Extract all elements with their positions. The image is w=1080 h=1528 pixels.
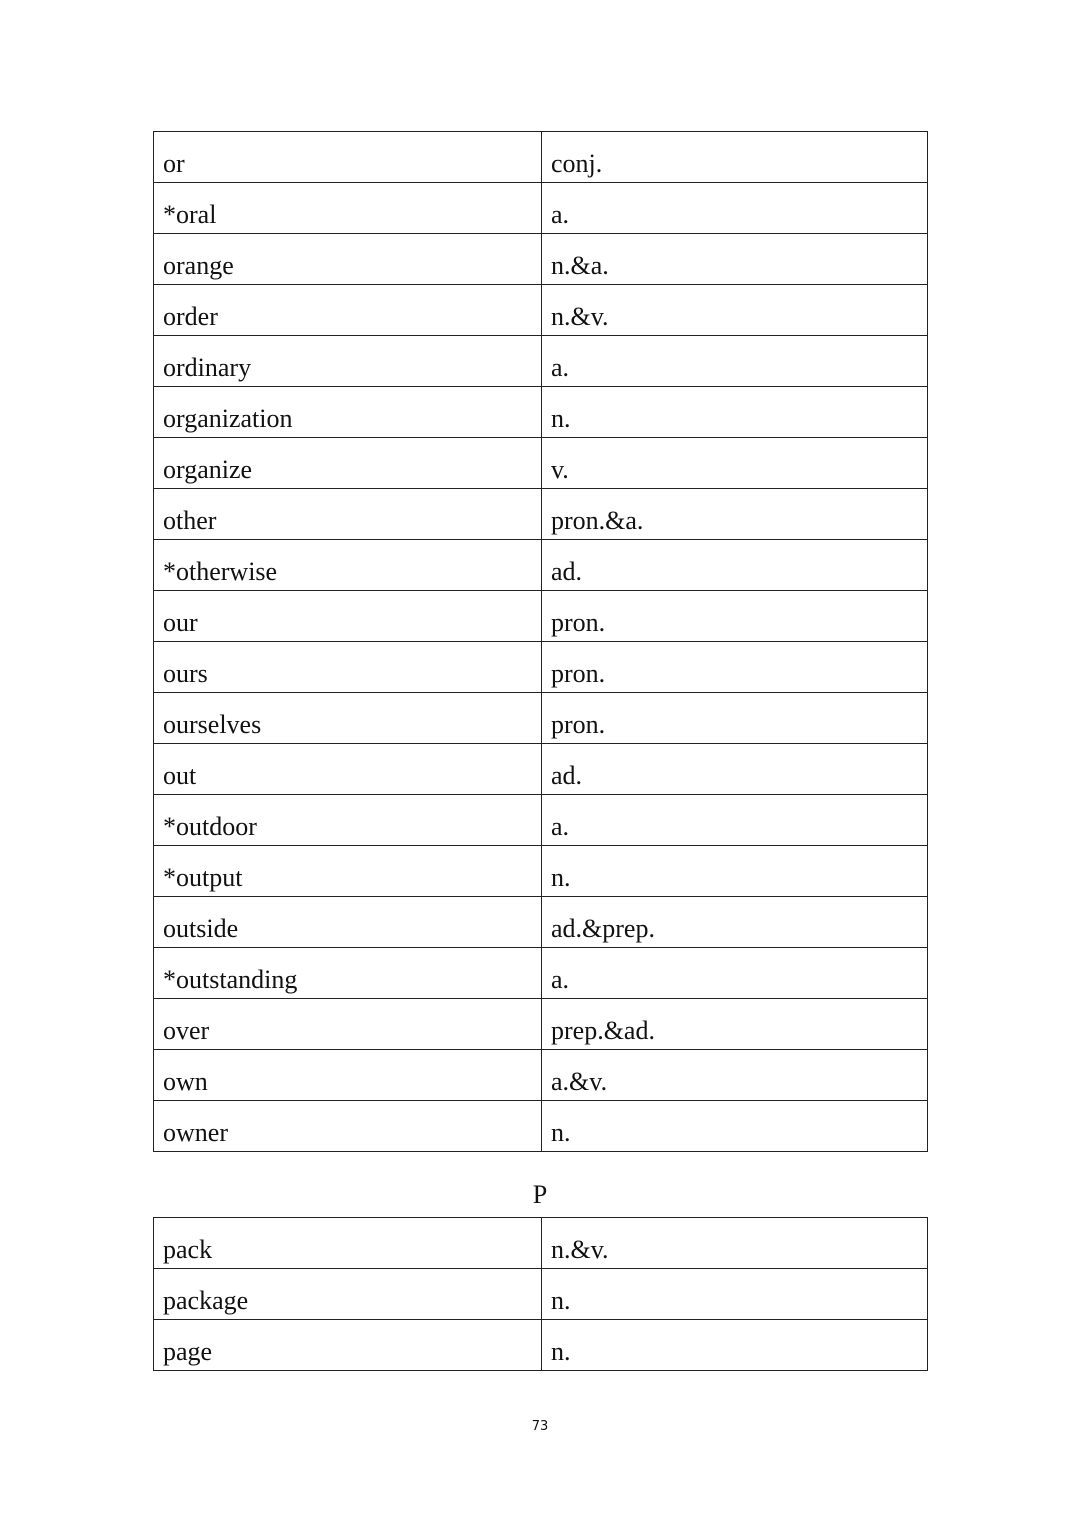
part-of-speech-cell: n.: [542, 846, 928, 897]
word-cell: page: [154, 1320, 542, 1371]
table-row: [154, 1320, 928, 1371]
table-row: [154, 438, 928, 489]
table-row: [154, 489, 928, 540]
word-cell: orange: [154, 234, 542, 285]
table-row: [154, 948, 928, 999]
word-cell: own: [154, 1050, 542, 1101]
table-row: [154, 540, 928, 591]
part-of-speech-cell: n.&v.: [542, 285, 928, 336]
part-of-speech-cell: pron.: [542, 642, 928, 693]
table-row: [154, 642, 928, 693]
table-row: [154, 1269, 928, 1320]
table-row: [154, 1050, 928, 1101]
word-cell: or: [154, 132, 542, 183]
part-of-speech-cell: a.&v.: [542, 1050, 928, 1101]
word-cell: ourselves: [154, 693, 542, 744]
table-row: [154, 387, 928, 438]
table-row: [154, 285, 928, 336]
part-of-speech-cell: conj.: [542, 132, 928, 183]
table-row: [154, 1218, 928, 1269]
word-cell: *outstanding: [154, 948, 542, 999]
table-row: [154, 897, 928, 948]
word-cell: *oral: [154, 183, 542, 234]
part-of-speech-cell: n.&v.: [542, 1218, 928, 1269]
part-of-speech-cell: a.: [542, 795, 928, 846]
vocabulary-table-body: [154, 132, 928, 1152]
word-cell: out: [154, 744, 542, 795]
part-of-speech-cell: ad.&prep.: [542, 897, 928, 948]
part-of-speech-cell: n.: [542, 1269, 928, 1320]
table-row: [154, 999, 928, 1050]
word-cell: owner: [154, 1101, 542, 1152]
word-cell: organize: [154, 438, 542, 489]
table-row: [154, 795, 928, 846]
part-of-speech-cell: ad.: [542, 744, 928, 795]
vocabulary-table-p: [153, 1217, 928, 1371]
table-row: [154, 336, 928, 387]
section-letter-heading: P: [532, 1180, 548, 1209]
part-of-speech-cell: pron.: [542, 591, 928, 642]
table-row: [154, 132, 928, 183]
table-row: [154, 693, 928, 744]
part-of-speech-cell: n.: [542, 387, 928, 438]
part-of-speech-cell: a.: [542, 948, 928, 999]
part-of-speech-cell: prep.&ad.: [542, 999, 928, 1050]
part-of-speech-cell: a.: [542, 183, 928, 234]
part-of-speech-cell: n.&a.: [542, 234, 928, 285]
word-cell: other: [154, 489, 542, 540]
word-cell: outside: [154, 897, 542, 948]
word-cell: ours: [154, 642, 542, 693]
table-row: [154, 234, 928, 285]
table-row: [154, 591, 928, 642]
word-cell: *output: [154, 846, 542, 897]
part-of-speech-cell: v.: [542, 438, 928, 489]
word-cell: order: [154, 285, 542, 336]
page-number: 73: [531, 1419, 549, 1434]
part-of-speech-cell: n.: [542, 1101, 928, 1152]
vocabulary-table-o: [153, 131, 928, 1152]
word-cell: our: [154, 591, 542, 642]
word-cell: *otherwise: [154, 540, 542, 591]
part-of-speech-cell: n.: [542, 1320, 928, 1371]
vocabulary-table-body: [154, 1218, 928, 1371]
word-cell: over: [154, 999, 542, 1050]
word-cell: organization: [154, 387, 542, 438]
word-cell: pack: [154, 1218, 542, 1269]
word-cell: package: [154, 1269, 542, 1320]
part-of-speech-cell: a.: [542, 336, 928, 387]
word-cell: *outdoor: [154, 795, 542, 846]
word-cell: ordinary: [154, 336, 542, 387]
table-row: [154, 183, 928, 234]
part-of-speech-cell: ad.: [542, 540, 928, 591]
part-of-speech-cell: pron.: [542, 693, 928, 744]
table-row: [154, 1101, 928, 1152]
table-row: [154, 744, 928, 795]
part-of-speech-cell: pron.&a.: [542, 489, 928, 540]
table-row: [154, 846, 928, 897]
